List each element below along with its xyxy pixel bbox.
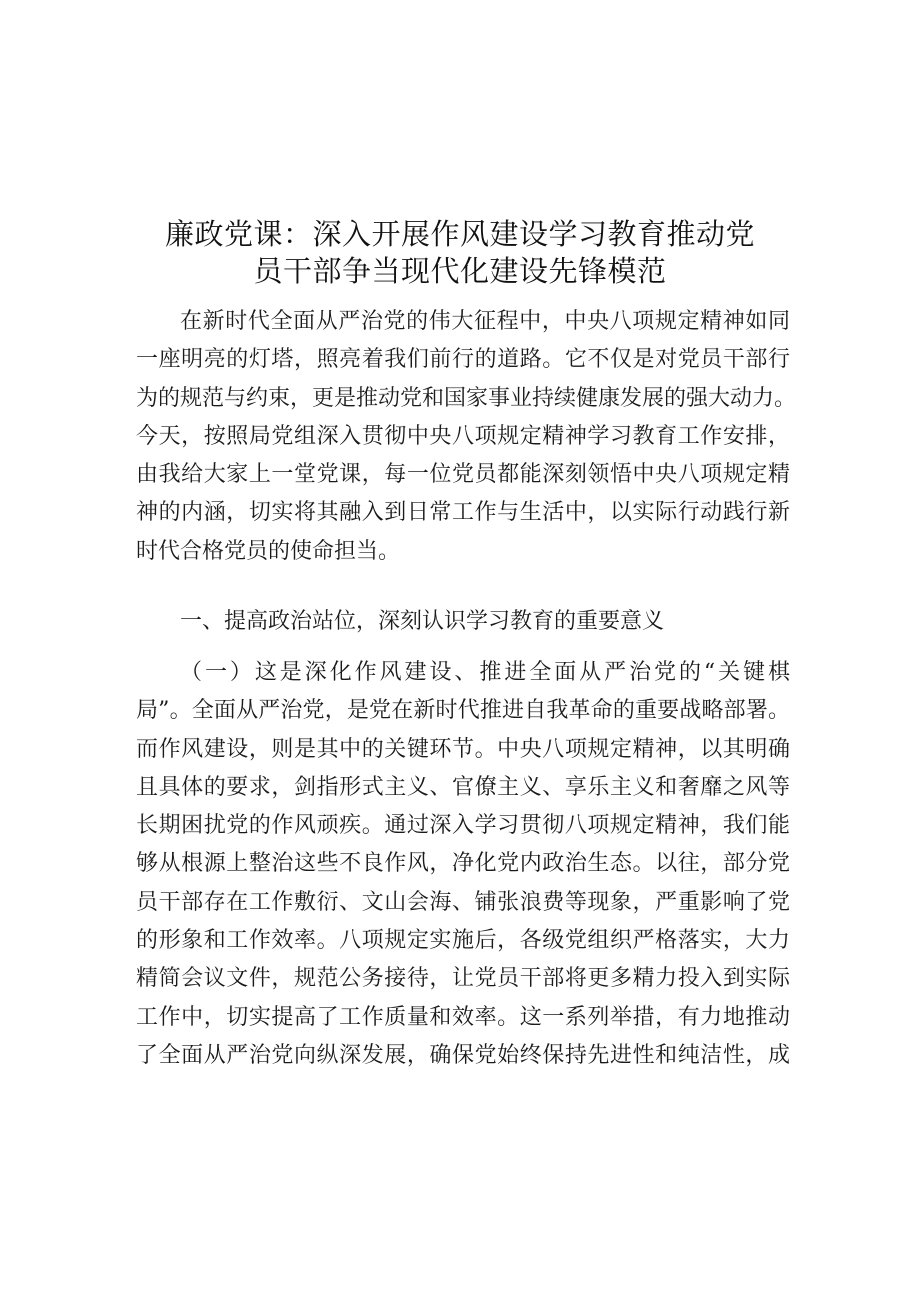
document-title-line-2: 员干部争当现代化建设先锋模范	[253, 254, 667, 288]
paragraph-line: 了全面从严治党向纵深发展，确保党始终保持先进性和纯洁性，成	[136, 1042, 790, 1068]
paragraph-line: 够从根源上整治这些不良作风，净化党内政治生态。以往，部分党	[136, 851, 790, 877]
paragraph-line: 工作中，切实提高了工作质量和效率。这一系列举措，有力地推动	[136, 1004, 790, 1030]
section-heading-1: 一、提高政治站位，深刻认识学习教育的重要意义	[180, 609, 665, 634]
paragraph-line: （一）这是深化作风建设、推进全面从严治党的“关键棋	[180, 660, 790, 685]
paragraph-line: 今天，按照局党组深入贯彻中央八项规定精神学习教育工作安排，	[136, 423, 790, 449]
paragraph-line: 为的规范与约束，更是推动党和国家事业持续健康发展的强大动力。	[136, 385, 797, 411]
paragraph-line: 长期困扰党的作风顽疾。通过深入学习贯彻八项规定精神，我们能	[136, 813, 790, 839]
paragraph-line: 时代合格党员的使命担当。	[136, 538, 401, 564]
paragraph-line: 神的内涵，切实将其融入到日常工作与生活中，以实际行动践行新	[136, 500, 790, 526]
paragraph-line: 员干部存在工作敷衍、文山会海、铺张浪费等现象，严重影响了党	[136, 889, 790, 915]
paragraph-line: 由我给大家上一堂党课，每一位党员都能深刻领悟中央八项规定精	[136, 462, 790, 488]
paragraph-line: 且具体的要求，剑指形式主义、官僚主义、享乐主义和奢靡之风等	[136, 774, 790, 800]
paragraph-line: 精简会议文件，规范公务接待，让党员干部将更多精力投入到实际	[136, 966, 790, 992]
subsection-1-paragraph	[136, 654, 790, 1075]
paragraph-line: 而作风建设，则是其中的关键环节。中央八项规定精神，以其明确	[136, 736, 790, 762]
paragraph-line: 在新时代全面从严治党的伟大征程中，中央八项规定精神如同	[180, 309, 790, 334]
intro-paragraph	[136, 303, 797, 571]
paragraph-line: 的形象和工作效率。八项规定实施后，各级党组织严格落实，大力	[136, 928, 790, 954]
paragraph-line: 一座明亮的灯塔，照亮着我们前行的道路。它不仅是对党员干部行	[136, 347, 790, 373]
document-title-line-1: 廉政党课：深入开展作风建设学习教育推动党	[164, 217, 755, 251]
paragraph-line: 局”。全面从严治党，是党在新时代推进自我革命的重要战略部署。	[136, 698, 790, 724]
